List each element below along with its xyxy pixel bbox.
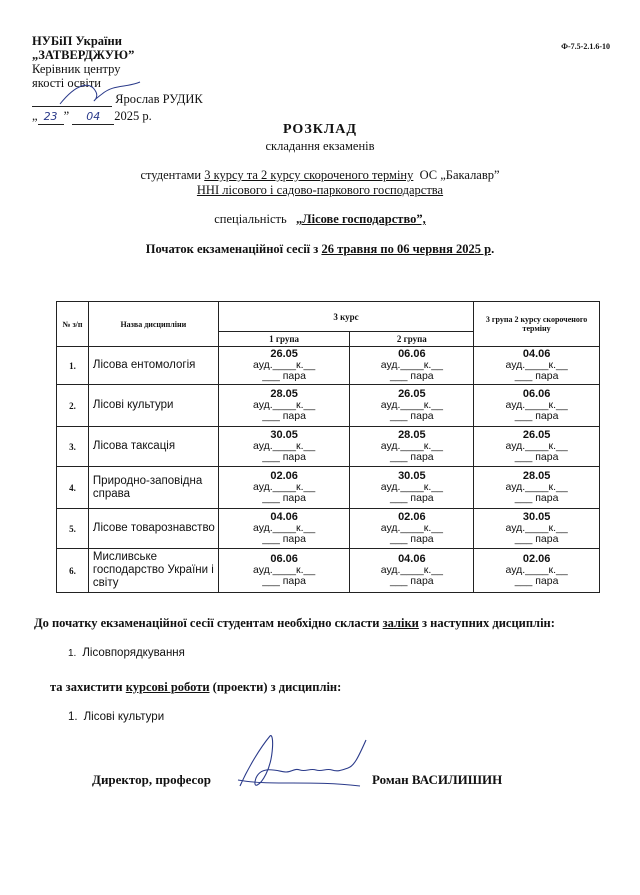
header-group3: 3 група 2 курсу скороченого терміну — [474, 302, 600, 347]
exam-period-field: ___ пара — [390, 370, 434, 382]
exam-date: 06.06 — [522, 388, 551, 400]
exam-period-field: ___ пара — [262, 451, 306, 463]
credits-item-text: Лісовпорядкування — [82, 647, 185, 659]
exam-date: 28.05 — [398, 429, 426, 441]
signer-name: Ярослав РУДИК — [115, 92, 203, 106]
discipline-name: Мисливське господарство України і світу — [88, 549, 218, 593]
specialty-value: „Лісове господарство”, — [296, 212, 426, 226]
exam-date: 28.05 — [522, 470, 551, 482]
exam-period-field: ___ пара — [514, 410, 559, 422]
exam-cell-g1 — [218, 347, 350, 385]
date-quote-open: „ — [32, 109, 38, 123]
credits-text-after: з наступних дисциплін: — [418, 616, 555, 630]
header-num: № з/п — [57, 302, 89, 347]
row-number: 5. — [57, 509, 89, 549]
role-line-2: якості освіти — [32, 76, 101, 90]
exam-date: 06.06 — [270, 553, 298, 565]
row-number: 2. — [57, 385, 89, 427]
exam-period-field: ___ пара — [390, 410, 434, 422]
exam-cell-g3 — [474, 509, 600, 549]
discipline-name: Лісове товарознавство — [88, 509, 218, 549]
credits-item-num: 1. — [68, 648, 77, 659]
exam-date: 06.06 — [398, 348, 426, 360]
coursework-list-item — [68, 711, 164, 723]
exam-cell-g1 — [218, 427, 350, 467]
exam-period-field: ___ пара — [514, 575, 559, 587]
credits-paragraph — [34, 616, 555, 631]
exam-period-field: ___ пара — [262, 492, 306, 504]
header-group2: 2 група — [350, 332, 474, 347]
exam-schedule-table — [56, 301, 600, 593]
students-courses: 3 курсу та 2 курсу скороченого терміну — [204, 168, 414, 182]
session-suffix: . — [491, 242, 495, 256]
exam-room-field: ауд.____к.__ — [252, 481, 316, 493]
exam-room-field: ауд.____к.__ — [380, 522, 443, 534]
exam-date: 30.05 — [270, 429, 298, 441]
exam-date: 02.06 — [398, 511, 426, 523]
exam-cell-g2 — [350, 427, 474, 467]
exam-cell-g3 — [474, 385, 600, 427]
discipline-name: Лісова ентомологія — [88, 347, 218, 385]
exam-date: 04.06 — [522, 348, 551, 360]
exam-cell-g1 — [218, 509, 350, 549]
date-month: 04 — [72, 110, 114, 125]
students-prefix: студентами — [140, 168, 205, 182]
session-dates-line — [0, 242, 640, 257]
exam-period-field: ___ пара — [514, 533, 559, 545]
header-group1: 1 група — [218, 332, 350, 347]
row-number: 4. — [57, 467, 89, 509]
table-row — [57, 347, 600, 385]
exam-date: 26.05 — [522, 429, 551, 441]
document-subtitle: складання екзаменів — [265, 139, 375, 153]
org-name: НУБіП України — [32, 34, 122, 48]
exam-period-field: ___ пара — [262, 575, 306, 587]
coursework-item-text: Лісові культури — [83, 711, 165, 723]
discipline-name: Лісові культури — [88, 385, 218, 427]
row-number: 6. — [57, 549, 89, 593]
header-discipline: Назва дисципліни — [88, 302, 218, 347]
exam-cell-g3 — [474, 467, 600, 509]
approve-label: „ЗАТВЕРДЖУЮ” — [32, 48, 135, 62]
exam-room-field: ауд.____к.__ — [252, 359, 316, 371]
credits-keyword: заліки — [382, 616, 419, 630]
date-quote-close: ” — [63, 109, 70, 123]
exam-room-field: ауд.____к.__ — [380, 359, 443, 371]
row-number: 3. — [57, 427, 89, 467]
exam-room-field: ауд.____к.__ — [252, 440, 316, 452]
institute-name: ННІ лісового і садово-паркового господарства — [196, 183, 444, 197]
exam-period-field: ___ пара — [262, 370, 306, 382]
coursework-text-after: (проекти) з дисциплін: — [209, 680, 342, 694]
exam-room-field: ауд.____к.__ — [380, 481, 443, 493]
date-year: 2025 р. — [114, 109, 152, 123]
specialty-line — [0, 212, 640, 227]
coursework-paragraph — [50, 680, 341, 695]
exam-room-field: ауд.____к.__ — [505, 359, 568, 371]
exam-room-field: ауд.____к.__ — [380, 564, 443, 576]
discipline-name: Природно-заповідна справа — [88, 467, 218, 509]
director-signature — [230, 728, 370, 798]
exam-cell-g1 — [218, 467, 350, 509]
credits-text-before: До початку екзаменаційної сесії студентам необхідно скласти — [34, 616, 383, 630]
exam-period-field: ___ пара — [262, 533, 306, 545]
session-prefix: Початок екзаменаційної сесії з — [145, 242, 322, 256]
exam-cell-g2 — [350, 385, 474, 427]
table-row — [57, 549, 600, 593]
exam-date: 26.05 — [270, 348, 298, 360]
exam-cell-g2 — [350, 509, 474, 549]
table-row — [57, 467, 600, 509]
table-row — [57, 385, 600, 427]
exam-date: 26.05 — [398, 388, 426, 400]
exam-date: 30.05 — [398, 470, 426, 482]
credits-list-item — [68, 647, 185, 659]
table-header-row — [57, 302, 600, 332]
exam-room-field: ауд.____к.__ — [252, 399, 316, 411]
exam-date: 04.06 — [270, 511, 298, 523]
row-number: 1. — [57, 347, 89, 385]
table-row — [57, 427, 600, 467]
role-line-1: Керівник центру — [32, 62, 121, 76]
exam-room-field: ауд.____к.__ — [505, 481, 568, 493]
exam-room-field: ауд.____к.__ — [380, 440, 443, 452]
exam-cell-g1 — [218, 549, 350, 593]
exam-room-field: ауд.____к.__ — [505, 399, 568, 411]
exam-period-field: ___ пара — [390, 575, 434, 587]
exam-period-field: ___ пара — [390, 492, 434, 504]
exam-room-field: ауд.____к.__ — [505, 440, 568, 452]
exam-room-field: ауд.____к.__ — [252, 522, 316, 534]
exam-date: 02.06 — [522, 553, 551, 565]
exam-cell-g2 — [350, 347, 474, 385]
discipline-name: Лісова таксація — [88, 427, 218, 467]
coursework-item-num: 1. — [68, 711, 78, 723]
exam-period-field: ___ пара — [514, 492, 559, 504]
coursework-keyword: курсові роботи — [125, 680, 210, 694]
exam-cell-g2 — [350, 467, 474, 509]
exam-room-field: ауд.____к.__ — [252, 564, 316, 576]
approval-signature-scribble — [56, 74, 146, 114]
form-code: Ф-7.5-2.1.6-10 — [561, 42, 610, 51]
exam-period-field: ___ пара — [514, 370, 559, 382]
director-title: Директор, професор — [92, 772, 212, 787]
exam-period-field: ___ пара — [390, 533, 434, 545]
table-row — [57, 509, 600, 549]
exam-period-field: ___ пара — [390, 451, 434, 463]
exam-period-field: ___ пара — [514, 451, 559, 463]
exam-room-field: ауд.____к.__ — [505, 564, 568, 576]
exam-period-field: ___ пара — [262, 410, 306, 422]
exam-room-field: ауд.____к.__ — [380, 399, 443, 411]
exam-date: 28.05 — [270, 388, 298, 400]
header-course: 3 курс — [218, 302, 473, 332]
exam-cell-g1 — [218, 385, 350, 427]
director-name: Роман ВАСИЛИШИН — [372, 772, 503, 787]
students-description — [0, 168, 640, 198]
session-dates: 26 травня по 06 червня 2025 р — [321, 242, 492, 256]
coursework-text-before: та захистити — [50, 680, 126, 694]
exam-date: 30.05 — [522, 511, 551, 523]
date-day: 23 — [38, 110, 64, 125]
exam-date: 02.06 — [270, 470, 298, 482]
exam-cell-g3 — [474, 549, 600, 593]
exam-cell-g3 — [474, 347, 600, 385]
education-level: ОС „Бакалавр” — [419, 168, 500, 182]
exam-date: 04.06 — [398, 553, 426, 565]
exam-cell-g3 — [474, 427, 600, 467]
document-title: РОЗКЛАД — [282, 122, 358, 137]
exam-room-field: ауд.____к.__ — [505, 522, 568, 534]
specialty-label: спеціальність — [214, 212, 287, 226]
exam-cell-g2 — [350, 549, 474, 593]
